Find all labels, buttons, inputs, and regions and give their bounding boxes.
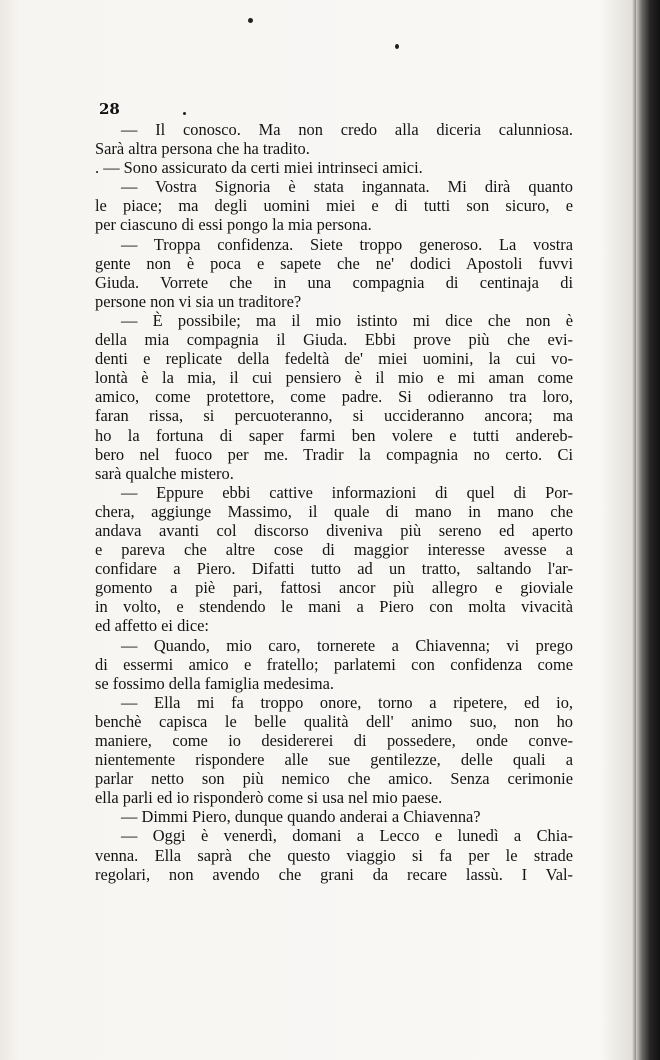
text-line: maniere, come io desidererei di possedere, onde conve-: [95, 731, 573, 750]
text-line: chera, aggiunge Massimo, il quale di mano in mano che: [95, 501, 573, 521]
text-line: andava avanti col discorso diveniva più sereno ed aperto: [95, 520, 573, 540]
text-line: e pareva che altre cose di maggior interesse avesse a: [95, 540, 573, 560]
text-line: persone non vi sia un traditore?: [95, 291, 302, 311]
text-line: venna. Ella saprà che questo viaggio si fa per le strade: [95, 845, 573, 865]
text-line: se fossimo della famiglia medesima.: [95, 673, 334, 693]
text-line: Giuda. Vorrete che in una compagnia di centinaja di: [95, 272, 573, 292]
text-line: confidare a Piero. Difatti tutto ad un tratto, saltando l'ar-: [95, 559, 573, 579]
text-line: ed affetto ei dice:: [95, 616, 209, 636]
text-line: — Il conosco. Ma non credo alla diceria calunniosa.: [121, 120, 573, 139]
text-line: amico, come protettore, come padre. Si odieranno tra loro,: [95, 387, 573, 407]
text-line: benchè capisca le belle qualità dell' animo suo, non ho: [95, 711, 573, 731]
book-spine-shadow: [636, 0, 660, 1060]
text-line: faran rissa, si percuoteranno, si uccideranno ancora; ma: [95, 406, 573, 426]
text-line: Sarà altra persona che ha tradito.: [95, 139, 310, 159]
body-text: [95, 120, 573, 884]
text-line: sarà qualche mistero.: [95, 463, 234, 483]
text-line: ho la fortuna di saper farmi ben volere e tutti andereb-: [95, 425, 573, 445]
print-speck: [395, 44, 399, 49]
text-line: regolari, non avendo che grani da recare lassù. I Val-: [95, 864, 573, 884]
text-line: nientemente rispondere alle sue gentilezze, delle quali a: [95, 750, 573, 770]
text-line: in volto, e stendendo le mani a Piero con molta vivacità: [95, 597, 573, 617]
text-line: per ciascuno di essi pongo la mia persona.: [95, 215, 372, 235]
text-line: — Ella mi fa troppo onore, torno a ripetere, ed io,: [121, 692, 573, 712]
print-speck: [248, 18, 253, 23]
text-line: le piace; ma degli uomini miei e di tutti son sicuro, e: [95, 196, 573, 216]
text-line: lontà è la mia, il cui pensiero è il mio e mi aman come: [95, 368, 573, 388]
text-line: — Vostra Signoria è stata ingannata. Mi dirà quanto: [121, 177, 573, 197]
text-line: denti e replicate della fedeltà de' miei uomini, la cui vo-: [95, 349, 573, 369]
text-line: . — Sono assicurato da certi miei intrinseci amici.: [95, 158, 423, 178]
text-line: — Troppa confidenza. Siete troppo generoso. La vostra: [121, 234, 573, 254]
page-number: 28: [99, 100, 120, 118]
print-speck: [183, 112, 186, 115]
text-line: — Dimmi Piero, dunque quando anderai a Chiavenna?: [121, 807, 481, 827]
text-line: bero nel fuoco per me. Tradir la compagnia no certo. Ci: [95, 444, 573, 464]
text-line: — Quando, mio caro, tornerete a Chiavenna; vi prego: [121, 635, 573, 655]
text-line: — Oggi è venerdì, domani a Lecco e lunedì a Chia-: [121, 826, 573, 846]
text-line: ella parli ed io risponderò come si usa nel mio paese.: [95, 788, 443, 808]
text-line: — È possibile; ma il mio istinto mi dice che non è: [121, 310, 573, 330]
text-line: di essermi amico e fratello; parlatemi con confidenza come: [95, 654, 573, 674]
text-line: gomento a piè pari, fattosi ancor più allegro e gioviale: [95, 578, 573, 598]
text-line: parlar netto son più nemico che amico. Senza cerimonie: [95, 769, 573, 789]
text-line: gente non è poca e sapete che ne' dodici Apostoli fuvvi: [95, 253, 573, 273]
text-line: — Eppure ebbi cattive informazioni di quel di Por-: [121, 482, 573, 502]
text-line: della mia compagnia il Giuda. Ebbi prove più che evi-: [95, 330, 573, 350]
